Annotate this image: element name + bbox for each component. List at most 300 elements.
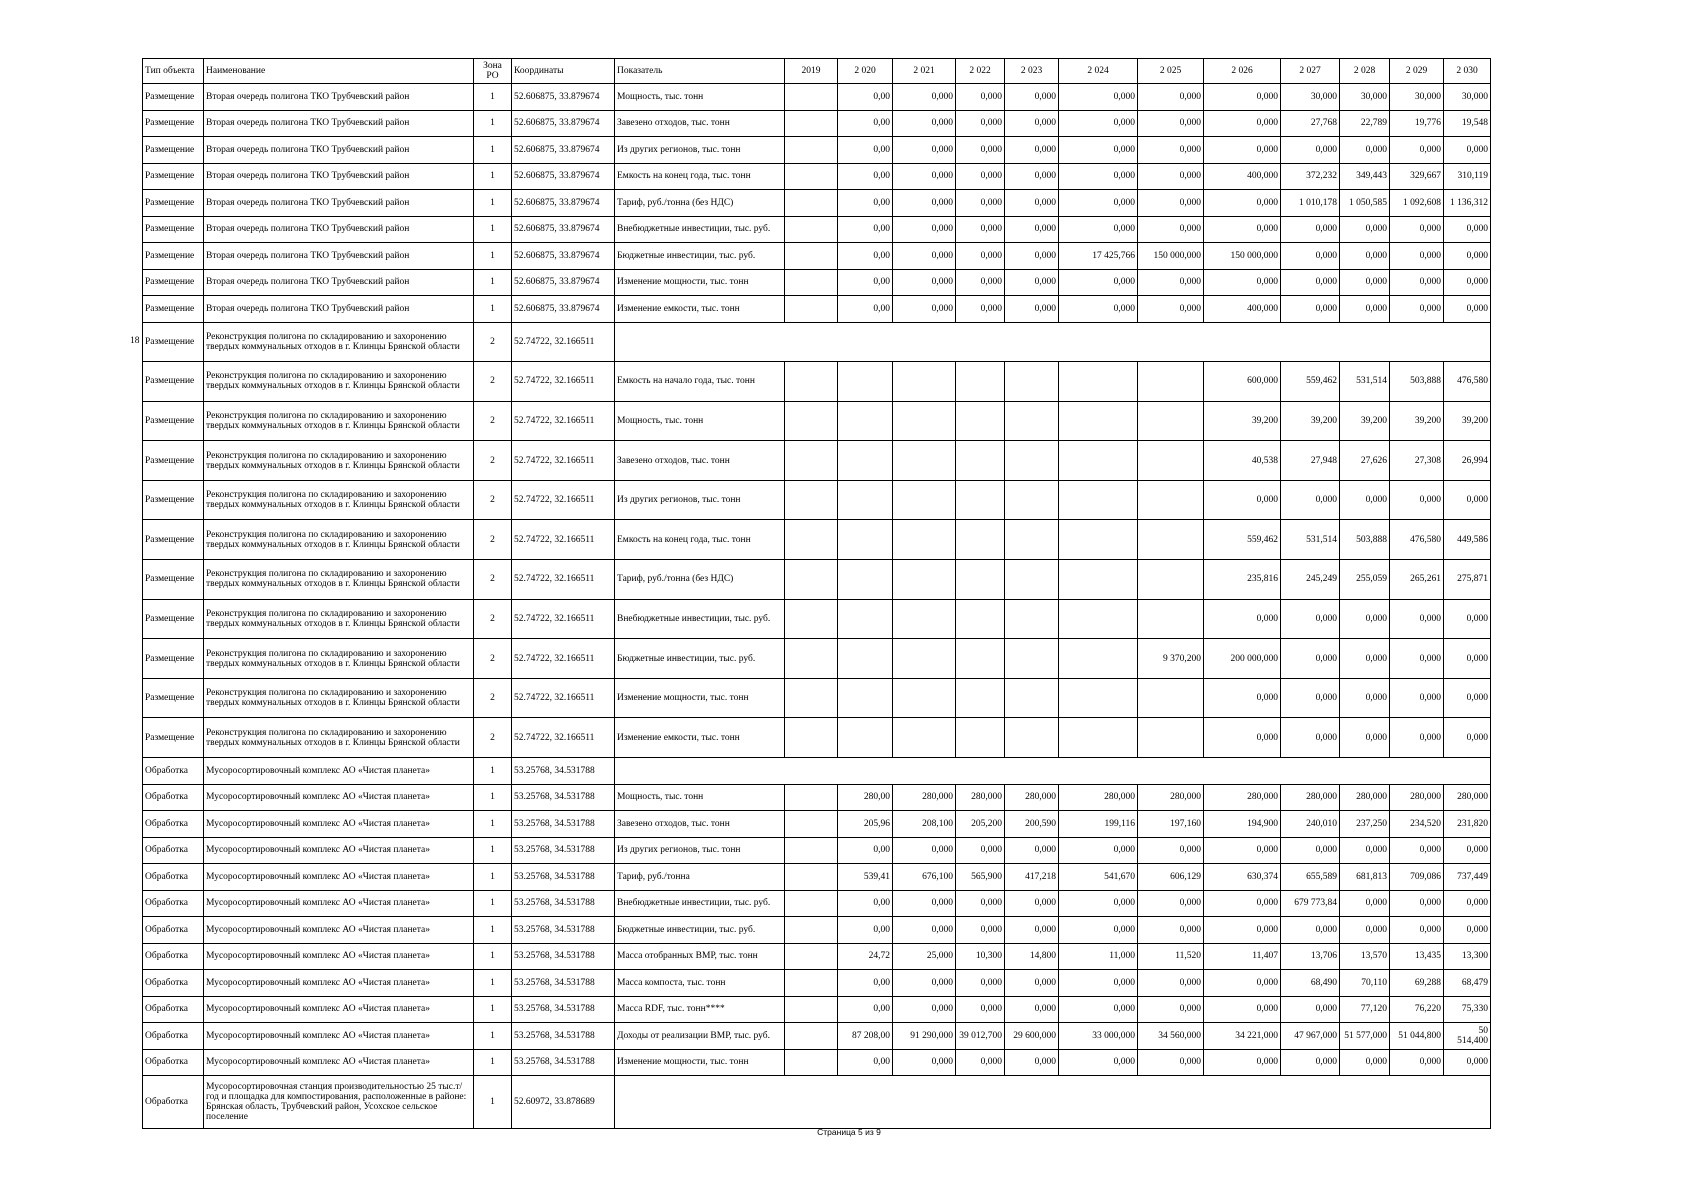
value-cell — [785, 137, 838, 164]
value-cell — [785, 441, 838, 481]
indicator-cell: Тариф, руб./тонна (без НДС) — [615, 560, 785, 600]
value-cell: 1 092,608 — [1390, 190, 1444, 217]
value-cell — [1059, 401, 1138, 441]
value-cell: 0,000 — [1138, 190, 1204, 217]
value-cell: 0,000 — [1138, 996, 1204, 1023]
value-cell — [785, 678, 838, 718]
value-cell: 275,871 — [1444, 560, 1491, 600]
value-cell: 150 000,000 — [1138, 243, 1204, 270]
value-cell: 0,00 — [838, 1049, 893, 1076]
zone-cell: 1 — [474, 163, 512, 190]
indicator-cell: Масса RDF, тыс. тонн**** — [615, 996, 785, 1023]
object-type-cell: Размещение — [143, 296, 204, 323]
coordinates-cell: 52.606875, 33.879674 — [512, 163, 615, 190]
value-cell: 91 290,000 — [893, 1023, 956, 1050]
indicator-cell: Изменение мощности, тыс. тонн — [615, 1049, 785, 1076]
value-cell: 280,000 — [1281, 784, 1340, 811]
table-row — [143, 480, 1491, 520]
value-cell: 280,000 — [1340, 784, 1390, 811]
value-cell: 0,000 — [1390, 678, 1444, 718]
value-cell: 0,000 — [956, 269, 1005, 296]
value-cell — [838, 480, 893, 520]
value-cell: 541,670 — [1059, 864, 1138, 891]
indicator-cell: Бюджетные инвестиции, тыс. руб. — [615, 639, 785, 679]
value-cell: 449,586 — [1444, 520, 1491, 560]
value-cell: 0,000 — [1059, 269, 1138, 296]
value-cell: 503,888 — [1390, 362, 1444, 402]
zone-cell: 2 — [474, 441, 512, 481]
value-cell: 417,218 — [1005, 864, 1059, 891]
zone-cell: 2 — [474, 599, 512, 639]
value-cell: 0,000 — [1390, 296, 1444, 323]
value-cell: 0,000 — [893, 917, 956, 944]
value-cell: 0,000 — [1204, 1049, 1281, 1076]
value-cell: 0,000 — [1138, 890, 1204, 917]
table-row — [143, 599, 1491, 639]
value-cell — [893, 441, 956, 481]
indicator-cell: Емкость на конец года, тыс. тонн — [615, 163, 785, 190]
value-cell: 0,000 — [1390, 890, 1444, 917]
value-cell: 0,000 — [956, 137, 1005, 164]
value-cell: 200 000,000 — [1204, 639, 1281, 679]
value-cell: 0,000 — [1138, 163, 1204, 190]
object-type-cell: Обработка — [143, 811, 204, 838]
value-cell: 14,800 — [1005, 943, 1059, 970]
value-cell: 199,116 — [1059, 811, 1138, 838]
object-type-cell: Размещение — [143, 362, 204, 402]
value-cell: 30,000 — [1390, 84, 1444, 111]
object-name-cell: Реконструкция полигона по складированию и захоронению твердых коммунальных отходов в г. Клинцы Брянской области — [204, 362, 474, 402]
value-cell — [785, 917, 838, 944]
value-cell: 0,000 — [956, 890, 1005, 917]
value-cell: 0,000 — [1204, 890, 1281, 917]
coordinates-cell: 52.606875, 33.879674 — [512, 269, 615, 296]
table-row — [143, 639, 1491, 679]
value-cell: 503,888 — [1340, 520, 1390, 560]
zone-cell: 2 — [474, 362, 512, 402]
value-cell — [838, 599, 893, 639]
value-cell — [785, 560, 838, 600]
value-cell: 280,00 — [838, 784, 893, 811]
indicator-cell: Емкость на начало года, тыс. тонн — [615, 362, 785, 402]
value-cell: 0,000 — [893, 296, 956, 323]
table-row — [143, 401, 1491, 441]
object-name-cell: Мусоросортировочный комплекс АО «Чистая планета» — [204, 970, 474, 997]
header-cell: 2 023 — [1005, 59, 1059, 84]
zone-cell: 1 — [474, 84, 512, 111]
object-type-cell: Обработка — [143, 837, 204, 864]
value-cell: 68,490 — [1281, 970, 1340, 997]
coordinates-cell: 53.25768, 34.531788 — [512, 837, 615, 864]
table-row — [143, 322, 1491, 362]
value-cell — [838, 401, 893, 441]
object-name-cell: Мусоросортировочный комплекс АО «Чистая планета» — [204, 943, 474, 970]
value-cell: 0,000 — [1059, 890, 1138, 917]
value-cell — [1005, 678, 1059, 718]
value-cell: 205,200 — [956, 811, 1005, 838]
value-cell — [1059, 362, 1138, 402]
value-cell — [785, 718, 838, 758]
table-row — [143, 784, 1491, 811]
value-cell: 0,000 — [1281, 269, 1340, 296]
value-cell: 0,000 — [1059, 296, 1138, 323]
header-cell: Показатель — [615, 59, 785, 84]
coordinates-cell: 53.25768, 34.531788 — [512, 864, 615, 891]
value-cell: 27,308 — [1390, 441, 1444, 481]
value-cell — [956, 401, 1005, 441]
value-cell: 0,000 — [1281, 480, 1340, 520]
value-cell: 34 560,000 — [1138, 1023, 1204, 1050]
value-cell: 0,000 — [1444, 917, 1491, 944]
value-cell: 0,000 — [1138, 1049, 1204, 1076]
value-cell: 280,000 — [1059, 784, 1138, 811]
value-cell — [893, 678, 956, 718]
value-cell: 39,200 — [1444, 401, 1491, 441]
indicator-cell: Завезено отходов, тыс. тонн — [615, 110, 785, 137]
coordinates-cell: 52.74722, 32.166511 — [512, 678, 615, 718]
indicator-cell: Емкость на конец года, тыс. тонн — [615, 520, 785, 560]
zone-cell: 1 — [474, 190, 512, 217]
header-cell: Наименование — [204, 59, 474, 84]
value-cell: 0,00 — [838, 137, 893, 164]
value-cell: 0,000 — [1204, 917, 1281, 944]
value-cell: 0,000 — [1340, 639, 1390, 679]
value-cell: 0,000 — [1005, 84, 1059, 111]
object-type-cell: Размещение — [143, 243, 204, 270]
value-cell: 329,667 — [1390, 163, 1444, 190]
value-cell: 0,00 — [838, 970, 893, 997]
value-cell: 0,000 — [1340, 216, 1390, 243]
value-cell: 0,000 — [1340, 837, 1390, 864]
value-cell: 13,435 — [1390, 943, 1444, 970]
value-cell — [956, 678, 1005, 718]
value-cell: 0,000 — [1281, 678, 1340, 718]
table-row — [143, 1023, 1491, 1050]
value-cell — [838, 560, 893, 600]
object-name-cell: Реконструкция полигона по складированию и захоронению твердых коммунальных отходов в г. Клинцы Брянской области — [204, 401, 474, 441]
coordinates-cell: 53.25768, 34.531788 — [512, 1049, 615, 1076]
value-cell: 0,000 — [956, 243, 1005, 270]
value-cell: 0,000 — [1340, 678, 1390, 718]
value-cell: 0,00 — [838, 110, 893, 137]
value-cell — [785, 811, 838, 838]
table-row — [143, 269, 1491, 296]
value-cell: 51 044,800 — [1390, 1023, 1444, 1050]
object-type-cell: Размещение — [143, 322, 204, 362]
value-cell: 0,000 — [956, 917, 1005, 944]
value-cell: 0,000 — [1059, 190, 1138, 217]
coordinates-cell: 52.606875, 33.879674 — [512, 110, 615, 137]
indicator-cell: Изменение емкости, тыс. тонн — [615, 296, 785, 323]
value-cell — [1059, 480, 1138, 520]
zone-cell: 2 — [474, 639, 512, 679]
value-cell: 0,000 — [1204, 269, 1281, 296]
value-cell: 234,520 — [1390, 811, 1444, 838]
value-cell: 22,789 — [1340, 110, 1390, 137]
value-cell: 0,000 — [1281, 216, 1340, 243]
object-type-cell: Размещение — [143, 599, 204, 639]
value-cell — [1138, 560, 1204, 600]
value-cell: 0,000 — [1204, 970, 1281, 997]
value-cell: 0,00 — [838, 837, 893, 864]
zone-cell: 1 — [474, 784, 512, 811]
value-cell — [1059, 639, 1138, 679]
value-cell: 0,000 — [1390, 718, 1444, 758]
object-name-cell: Мусоросортировочная станция производительностью 25 тыс.т/год и площадка для компостирования, расположенные в районе: Брянская область, Трубчевский район, Усохское сельское поселение — [204, 1076, 474, 1129]
value-cell — [1005, 362, 1059, 402]
value-cell: 1 136,312 — [1444, 190, 1491, 217]
table-row — [143, 216, 1491, 243]
header-cell: 2 029 — [1390, 59, 1444, 84]
indicator-cell: Мощность, тыс. тонн — [615, 401, 785, 441]
object-name-cell: Мусоросортировочный комплекс АО «Чистая планета» — [204, 996, 474, 1023]
object-type-cell: Обработка — [143, 1049, 204, 1076]
value-cell: 565,900 — [956, 864, 1005, 891]
value-cell: 0,000 — [956, 296, 1005, 323]
value-cell — [1138, 678, 1204, 718]
header-cell: Координаты — [512, 59, 615, 84]
value-cell: 0,000 — [1059, 1049, 1138, 1076]
page-footer: Страница 5 из 9 — [817, 1127, 881, 1137]
value-cell: 0,000 — [1059, 84, 1138, 111]
value-cell: 0,000 — [1204, 599, 1281, 639]
zone-cell: 1 — [474, 758, 512, 785]
object-name-cell: Вторая очередь полигона ТКО Трубчевский район — [204, 163, 474, 190]
value-cell — [838, 441, 893, 481]
value-cell — [1138, 480, 1204, 520]
header-cell: 2 020 — [838, 59, 893, 84]
value-cell: 0,00 — [838, 890, 893, 917]
indicator-cell: Внебюджетные инвестиции, тыс. руб. — [615, 890, 785, 917]
value-cell: 0,000 — [1390, 639, 1444, 679]
value-cell: 255,059 — [1340, 560, 1390, 600]
object-type-cell: Размещение — [143, 401, 204, 441]
value-cell: 559,462 — [1281, 362, 1340, 402]
value-cell: 39,200 — [1340, 401, 1390, 441]
value-cell — [838, 678, 893, 718]
value-cell — [893, 362, 956, 402]
value-cell: 709,086 — [1390, 864, 1444, 891]
coordinates-cell: 52.74722, 32.166511 — [512, 560, 615, 600]
value-cell: 13,300 — [1444, 943, 1491, 970]
value-cell: 0,00 — [838, 269, 893, 296]
indicator-cell: Завезено отходов, тыс. тонн — [615, 441, 785, 481]
coordinates-cell: 52.606875, 33.879674 — [512, 84, 615, 111]
zone-cell: 1 — [474, 996, 512, 1023]
indicator-cell: Из других регионов, тыс. тонн — [615, 480, 785, 520]
value-cell — [785, 362, 838, 402]
value-cell: 0,000 — [1005, 917, 1059, 944]
indicator-cell: Из других регионов, тыс. тонн — [615, 137, 785, 164]
value-cell: 349,443 — [1340, 163, 1390, 190]
value-cell: 13,570 — [1340, 943, 1390, 970]
value-cell — [1005, 401, 1059, 441]
value-cell: 0,000 — [1204, 216, 1281, 243]
value-cell: 0,000 — [893, 137, 956, 164]
zone-cell: 1 — [474, 917, 512, 944]
value-cell: 13,706 — [1281, 943, 1340, 970]
value-cell — [956, 520, 1005, 560]
value-cell — [785, 639, 838, 679]
value-cell — [1005, 718, 1059, 758]
zone-cell: 1 — [474, 269, 512, 296]
value-cell: 75,330 — [1444, 996, 1491, 1023]
table-row — [143, 243, 1491, 270]
zone-cell: 1 — [474, 864, 512, 891]
value-cell: 0,000 — [1340, 137, 1390, 164]
indicator-cell: Масса компоста, тыс. тонн — [615, 970, 785, 997]
zone-cell: 1 — [474, 110, 512, 137]
value-cell — [1005, 560, 1059, 600]
value-cell: 280,000 — [1390, 784, 1444, 811]
value-cell: 0,000 — [1005, 243, 1059, 270]
value-cell: 30,000 — [1444, 84, 1491, 111]
value-cell: 0,000 — [1204, 718, 1281, 758]
value-cell: 0,000 — [1444, 890, 1491, 917]
value-cell: 0,00 — [838, 917, 893, 944]
value-cell: 0,000 — [1138, 216, 1204, 243]
value-cell: 0,00 — [838, 243, 893, 270]
value-cell: 0,000 — [1005, 1049, 1059, 1076]
object-type-cell: Размещение — [143, 480, 204, 520]
value-cell: 39,200 — [1390, 401, 1444, 441]
value-cell: 0,000 — [1138, 137, 1204, 164]
table-row — [143, 520, 1491, 560]
zone-cell: 2 — [474, 322, 512, 362]
value-cell: 0,000 — [956, 110, 1005, 137]
value-cell — [785, 401, 838, 441]
value-cell: 280,000 — [1444, 784, 1491, 811]
coordinates-cell: 52.74722, 32.166511 — [512, 718, 615, 758]
value-cell: 0,000 — [1059, 137, 1138, 164]
zone-cell: 1 — [474, 943, 512, 970]
value-cell: 0,000 — [1444, 678, 1491, 718]
value-cell: 265,261 — [1390, 560, 1444, 600]
value-cell — [893, 639, 956, 679]
value-cell — [785, 296, 838, 323]
row-number: 18 — [130, 336, 140, 346]
header-cell: Тип объекта — [143, 59, 204, 84]
object-type-cell: Размещение — [143, 678, 204, 718]
value-cell — [785, 1023, 838, 1050]
value-cell: 0,000 — [1005, 269, 1059, 296]
object-name-cell: Вторая очередь полигона ТКО Трубчевский район — [204, 110, 474, 137]
value-cell — [1059, 441, 1138, 481]
indicator-cell: Бюджетные инвестиции, тыс. руб. — [615, 243, 785, 270]
object-name-cell: Реконструкция полигона по складированию и захоронению твердых коммунальных отходов в г. Клинцы Брянской области — [204, 322, 474, 362]
value-cell: 400,000 — [1204, 163, 1281, 190]
value-cell: 0,000 — [1390, 599, 1444, 639]
value-cell: 0,000 — [1005, 970, 1059, 997]
object-type-cell: Размещение — [143, 84, 204, 111]
table-row — [143, 441, 1491, 481]
value-cell — [785, 996, 838, 1023]
value-cell: 0,000 — [893, 163, 956, 190]
value-cell — [1059, 718, 1138, 758]
header-cell: Зона РО — [474, 59, 512, 84]
value-cell: 0,000 — [1281, 996, 1340, 1023]
value-cell: 0,000 — [893, 1049, 956, 1076]
value-cell: 0,000 — [1340, 269, 1390, 296]
value-cell: 0,000 — [1444, 718, 1491, 758]
coordinates-cell: 52.74722, 32.166511 — [512, 639, 615, 679]
value-cell: 0,000 — [1281, 917, 1340, 944]
object-name-cell: Мусоросортировочный комплекс АО «Чистая планета» — [204, 1049, 474, 1076]
indicator-cell: Внебюджетные инвестиции, тыс. руб. — [615, 599, 785, 639]
table-row — [143, 943, 1491, 970]
value-cell: 237,250 — [1340, 811, 1390, 838]
table-row — [143, 970, 1491, 997]
coordinates-cell: 52.74722, 32.166511 — [512, 322, 615, 362]
value-cell: 208,100 — [893, 811, 956, 838]
value-cell: 280,000 — [956, 784, 1005, 811]
value-cell — [785, 163, 838, 190]
value-cell — [1059, 678, 1138, 718]
value-cell: 0,000 — [1340, 599, 1390, 639]
table-row — [143, 678, 1491, 718]
value-cell: 0,000 — [1281, 639, 1340, 679]
object-name-cell: Мусоросортировочный комплекс АО «Чистая планета» — [204, 837, 474, 864]
zone-cell: 2 — [474, 560, 512, 600]
zone-cell: 2 — [474, 520, 512, 560]
table-row — [143, 190, 1491, 217]
value-cell: 0,000 — [1204, 137, 1281, 164]
value-cell: 1 010,178 — [1281, 190, 1340, 217]
object-type-cell: Размещение — [143, 110, 204, 137]
object-type-cell: Обработка — [143, 996, 204, 1023]
value-cell: 19,548 — [1444, 110, 1491, 137]
value-cell: 0,00 — [838, 84, 893, 111]
value-cell: 0,000 — [1138, 84, 1204, 111]
indicator-cell: Завезено отходов, тыс. тонн — [615, 811, 785, 838]
coordinates-cell: 52.606875, 33.879674 — [512, 190, 615, 217]
value-cell — [1138, 401, 1204, 441]
value-cell: 245,249 — [1281, 560, 1340, 600]
value-cell: 0,000 — [1005, 996, 1059, 1023]
value-cell: 400,000 — [1204, 296, 1281, 323]
object-type-cell: Размещение — [143, 190, 204, 217]
table-row — [143, 296, 1491, 323]
value-cell: 0,000 — [1444, 269, 1491, 296]
value-cell: 0,000 — [956, 84, 1005, 111]
zone-cell: 1 — [474, 216, 512, 243]
value-cell: 51 577,000 — [1340, 1023, 1390, 1050]
value-cell: 50 514,400 — [1444, 1023, 1491, 1050]
table-row — [143, 1076, 1491, 1129]
value-cell — [1138, 441, 1204, 481]
coordinates-cell: 52.606875, 33.879674 — [512, 137, 615, 164]
table-row — [143, 890, 1491, 917]
header-cell: 2 027 — [1281, 59, 1340, 84]
value-cell: 280,000 — [1005, 784, 1059, 811]
value-cell: 0,000 — [893, 216, 956, 243]
indicator-cell: Бюджетные инвестиции, тыс. руб. — [615, 917, 785, 944]
value-cell — [785, 84, 838, 111]
value-cell: 0,000 — [1204, 480, 1281, 520]
value-cell: 0,000 — [1281, 137, 1340, 164]
indicator-cell: Изменение мощности, тыс. тонн — [615, 678, 785, 718]
value-cell: 30,000 — [1340, 84, 1390, 111]
value-cell — [893, 718, 956, 758]
value-cell — [1059, 560, 1138, 600]
value-cell: 0,000 — [1059, 110, 1138, 137]
value-cell: 30,000 — [1281, 84, 1340, 111]
value-cell: 0,000 — [893, 190, 956, 217]
coordinates-cell: 52.74722, 32.166511 — [512, 441, 615, 481]
table-row — [143, 837, 1491, 864]
coordinates-cell: 52.606875, 33.879674 — [512, 296, 615, 323]
value-cell: 0,000 — [1444, 639, 1491, 679]
